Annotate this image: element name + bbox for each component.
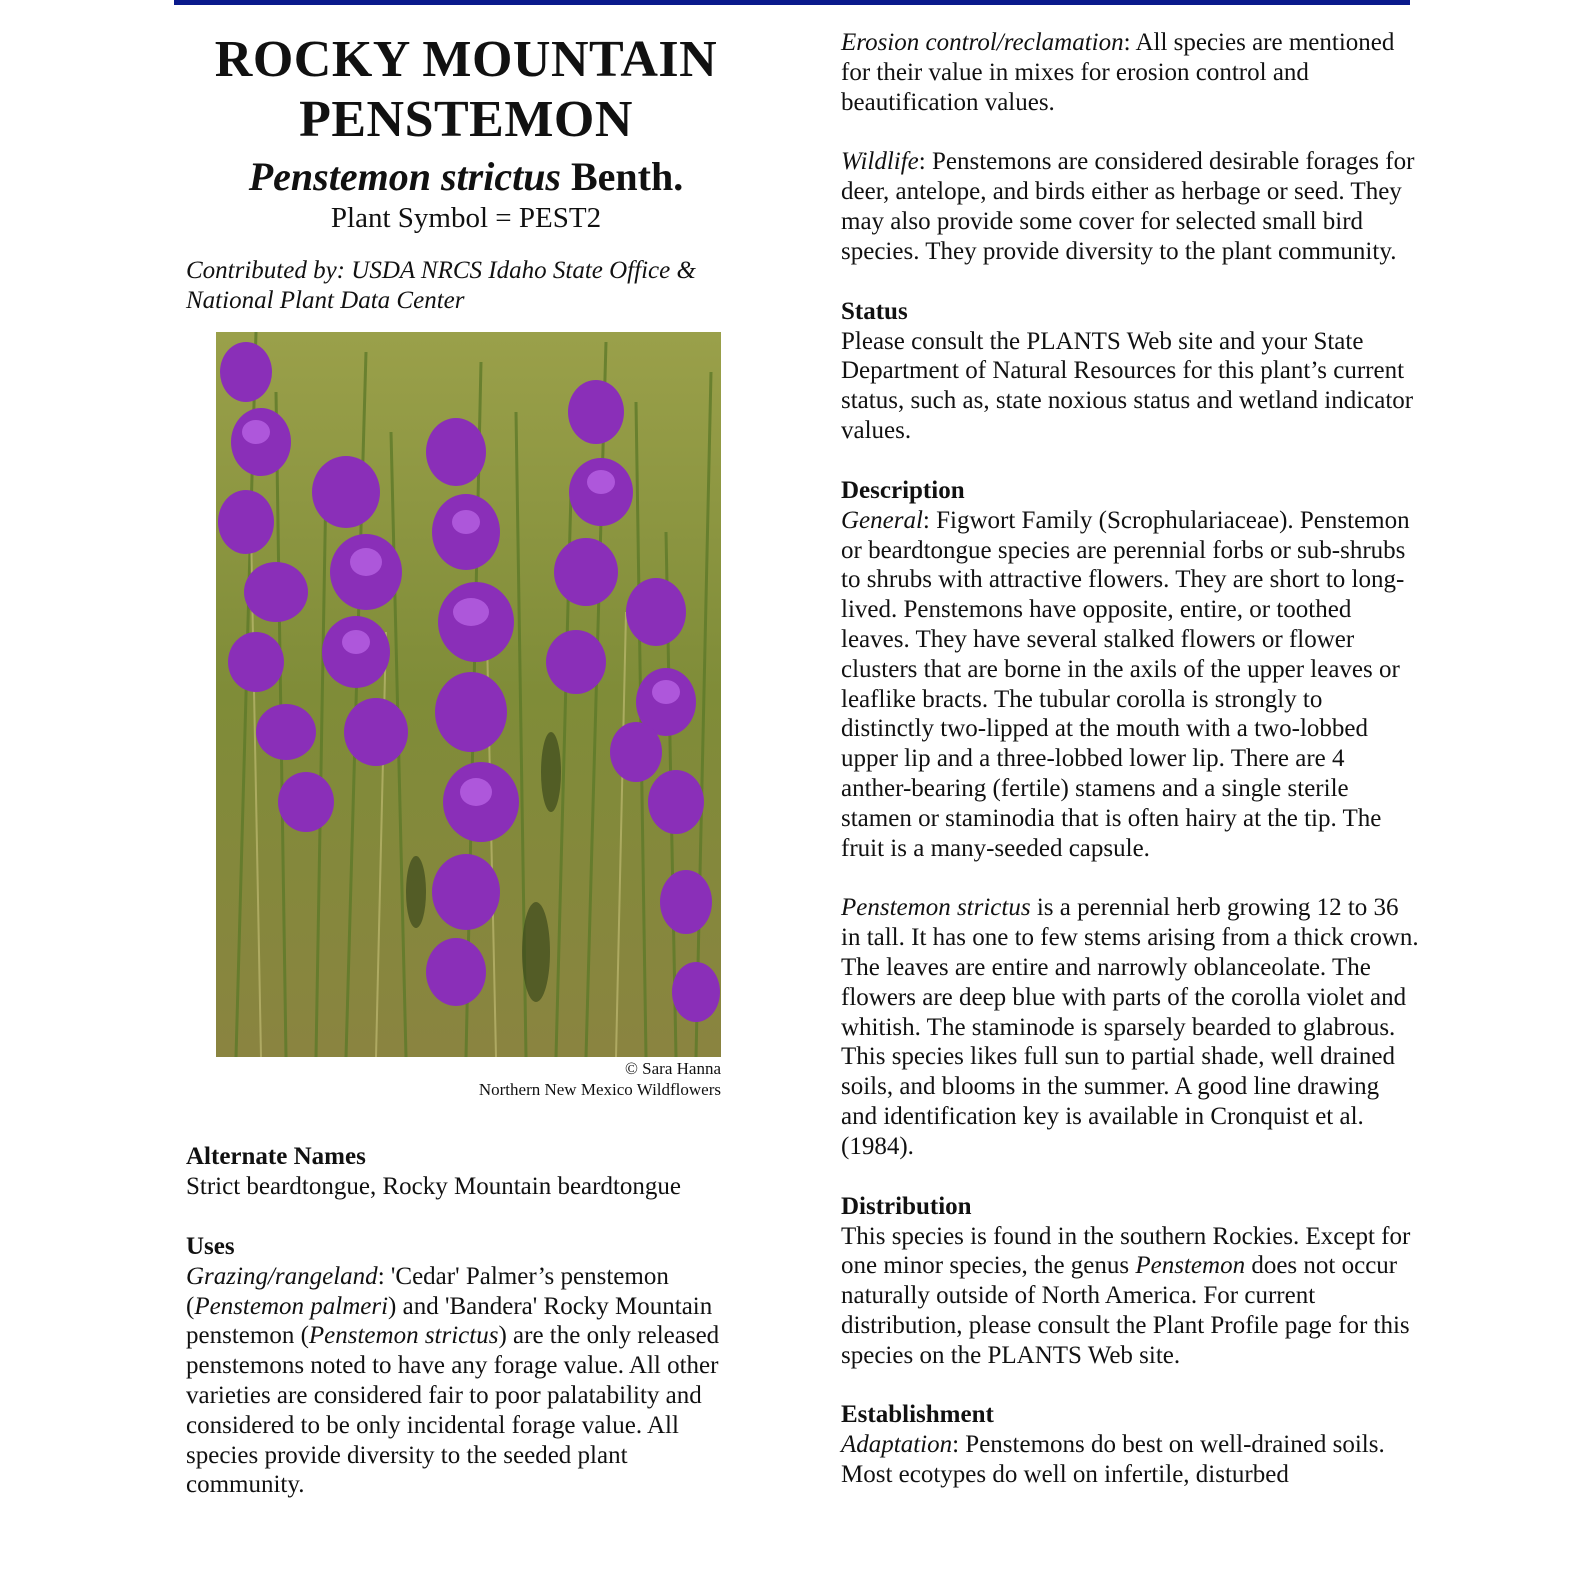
erosion-text: : All species are mentioned for their value in mixes for erosion control and beautification values. bbox=[841, 29, 1395, 116]
grazing-text-a: : 'Cedar' Palmer’s penstemon ( bbox=[186, 1262, 669, 1320]
erosion-label: Erosion control/reclamation bbox=[841, 29, 1124, 56]
description-heading: Description bbox=[841, 476, 965, 504]
alternate-names-heading: Alternate Names bbox=[186, 1143, 366, 1170]
distribution-paragraph bbox=[841, 1222, 1421, 1371]
status-text: Please consult the PLANTS Web site and your State Department of Natural Resources for this plant’s current status, such as, state noxious status and wetland indicator values. bbox=[841, 327, 1414, 444]
grazing-text-c: ) are the only released penstemons noted to have any forage value. All other varieties are considered fair to poor palatability and considered to be only incidental forage value. All species provide diversity to the seeded plant community. bbox=[186, 1322, 720, 1499]
contributed-line-2: National Plant Data Center bbox=[186, 287, 465, 314]
status-heading: Status bbox=[841, 297, 908, 325]
distribution-text-a: This species is found in the southern Rockies. Except for one minor species, the genus bbox=[841, 1222, 1411, 1280]
uses-erosion-paragraph bbox=[841, 28, 1421, 117]
description-general-paragraph bbox=[841, 506, 1421, 864]
distribution-heading: Distribution bbox=[841, 1192, 972, 1220]
photo-credit-author: © Sara Hanna bbox=[625, 1059, 721, 1078]
scientific-author: Benth. bbox=[571, 154, 684, 199]
contributed-line-1: Contributed by: USDA NRCS Idaho State Office & bbox=[186, 257, 696, 284]
flower-illustration bbox=[216, 332, 721, 1057]
left-column bbox=[186, 30, 746, 1500]
distribution-text-b: does not occur naturally outside of North America. For current distribution, please consult the Plant Profile page for this species on the PLANTS Web site. bbox=[841, 1252, 1410, 1369]
grazing-species-2: Penstemon strictus bbox=[308, 1322, 499, 1350]
uses-wildlife-paragraph bbox=[841, 147, 1421, 266]
contributed-by bbox=[186, 256, 746, 316]
alternate-names-text: Strict beardtongue, Rocky Mountain beardtongue bbox=[186, 1173, 682, 1200]
species-name: Penstemon strictus bbox=[841, 894, 1031, 922]
adaptation-text: : Penstemons do best on well-drained soils. Most ecotypes do well on infertile, disturbed bbox=[841, 1431, 1385, 1489]
top-rule bbox=[174, 0, 1410, 5]
grazing-text-b: ) and 'Bandera' Rocky Mountain penstemon ( bbox=[186, 1292, 713, 1350]
uses-grazing-paragraph bbox=[186, 1262, 746, 1500]
photo-credit bbox=[186, 1058, 721, 1100]
photo-credit-source: Northern New Mexico Wildflowers bbox=[478, 1080, 721, 1099]
right-column bbox=[841, 28, 1421, 1490]
title-line-2: PENSTEMON bbox=[299, 91, 633, 148]
uses-heading: Uses bbox=[186, 1232, 235, 1260]
general-label: General bbox=[841, 506, 923, 534]
general-text: : Figwort Family (Scrophulariaceae). Penstemon or beardtongue species are perennial forbs or sub-shrubs to shrubs with attractive flowers. They are short to long-lived. Penstemons have opposite, entire, or toothed leaves. They have several stalked flowers or flower clusters that are borne in the axils of the upper leaves or leaflike bracts. The tubular corolla is strongly to distinctly two-lipped at the mouth with a two-lobbed upper lip and a three-lobbed lower lip. There are 4 anther-bearing (fertile) stamens and a single sterile stamen or staminodia that is often hairy at the tip. The fruit is a many-seeded capsule. bbox=[841, 506, 1410, 862]
plant-symbol: Plant Symbol = PEST2 bbox=[330, 202, 602, 234]
scientific-name-italic: Penstemon strictus bbox=[248, 154, 561, 199]
penstemon-photo bbox=[216, 332, 721, 1057]
species-text: is a perennial herb growing 12 to 36 in tall. It has one to few stems arising from a thick crown. The leaves are entire and narrowly oblanceolate. The flowers are deep blue with parts of the corolla violet and whitish. The staminode is sparsely bearded to glabrous. This species likes full sun to partial shade, well drained soils, and blooms in the summer. A good line drawing and identification key is available in Cronquist et al. (1984). bbox=[841, 894, 1419, 1160]
establishment-paragraph bbox=[841, 1430, 1421, 1490]
scientific-name bbox=[186, 154, 746, 200]
establishment-heading: Establishment bbox=[841, 1401, 994, 1429]
page-title bbox=[186, 30, 746, 150]
grazing-label: Grazing/rangeland bbox=[186, 1262, 378, 1290]
adaptation-label: Adaptation bbox=[841, 1431, 953, 1459]
title-line-1: ROCKY MOUNTAIN bbox=[214, 31, 718, 88]
description-species-paragraph bbox=[841, 893, 1421, 1161]
distribution-genus: Penstemon bbox=[1135, 1252, 1246, 1280]
wildlife-label: Wildlife bbox=[841, 148, 919, 176]
wildlife-text: : Penstemons are considered desirable forages for deer, antelope, and birds either as herbage or seed. They may also provide some cover for selected small bird species. They provide diversity to the plant community. bbox=[841, 148, 1415, 265]
grazing-species-1: Penstemon palmeri bbox=[194, 1292, 389, 1320]
